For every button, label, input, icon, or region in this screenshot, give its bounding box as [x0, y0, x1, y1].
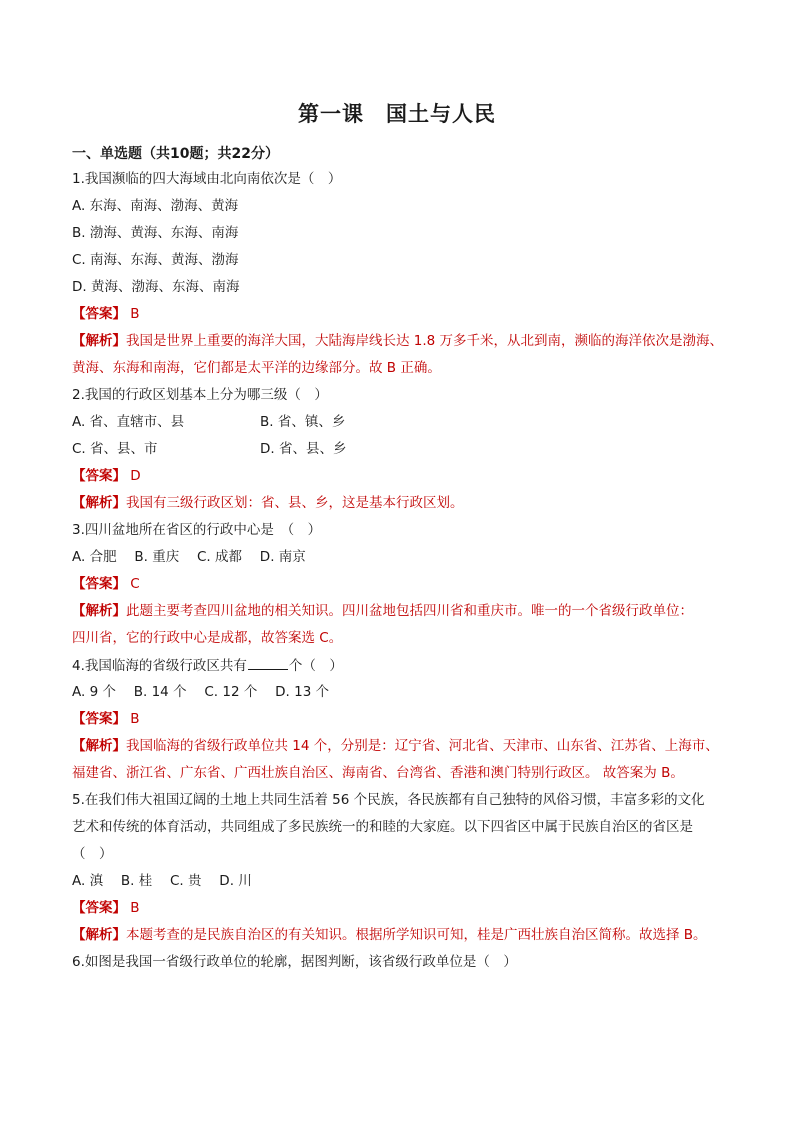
answer-tag: 【答案】 [72, 306, 126, 322]
q4-analysis-line-1 [72, 737, 732, 755]
q2-answer [72, 467, 732, 485]
q1-answer-value: B [126, 306, 140, 322]
q1-option-a: A. 东海、南海、渤海、黄海 [72, 198, 239, 214]
q1-option-b: B. 渤海、黄海、东海、南海 [72, 225, 239, 241]
q4-answer [72, 710, 732, 728]
q3-stem: 3.四川盆地所在省区的行政中心是 （ ） [72, 522, 322, 538]
q5-answer [72, 899, 732, 917]
q2-analysis-line-1 [72, 494, 732, 512]
q4-stem [72, 656, 732, 675]
q5-analysis-text-1: 本题考查的是民族自治区的有关知识。根据所学知识可知，桂是广西壮族自治区简称。故选择 B。 [126, 927, 707, 943]
q1-analysis-line-2: 黄海、东海和南海，它们都是太平洋的边缘部分。故 B 正确。 [72, 360, 441, 376]
q3-analysis-line-2: 四川省，它的行政中心是成都，故答案选 C。 [72, 630, 343, 646]
q5-analysis-line-1 [72, 926, 732, 944]
q2-option-b: B. 省、镇、乡 [260, 414, 346, 430]
q4-stem-start: 4.我国临海的省级行政区共有 [72, 658, 247, 674]
q3-answer [72, 575, 732, 593]
q1-option-c: C. 南海、东海、黄海、渤海 [72, 252, 239, 268]
q5-answer-value: B [126, 900, 140, 916]
answer-tag: 【答案】 [72, 468, 126, 484]
q2-options-row-2 [72, 440, 732, 458]
q1-answer [72, 305, 732, 323]
q3-analysis-text-1: 此题主要考查四川盆地的相关知识。四川盆地包括四川省和重庆市。唯一的一个省级行政单位： [126, 603, 693, 619]
q6-stem: 6.如图是我国一省级行政单位的轮廓，据图判断，该省级行政单位是（ ） [72, 954, 517, 970]
q2-option-d: D. 省、县、乡 [260, 441, 347, 457]
section-heading: 一、单选题（共10题；共22分） [72, 146, 279, 162]
q3-options: A. 合肥 B. 重庆 C. 成都 D. 南京 [72, 549, 306, 565]
q5-stem-line-1: 5.在我们伟大祖国辽阔的土地上共同生活着 56 个民族，各民族都有自己独特的风俗习惯，丰富多彩的文化 [72, 792, 705, 808]
q5-stem-line-2: 艺术和传统的体育活动，共同组成了多民族统一的和睦的大家庭。以下四省区中属于民族自治区的省区是 [72, 819, 693, 835]
q1-analysis-line-1 [72, 332, 732, 350]
answer-tag: 【答案】 [72, 576, 126, 592]
q3-analysis-line-1 [72, 602, 732, 620]
q4-options: A. 9 个 B. 14 个 C. 12 个 D. 13 个 [72, 684, 330, 700]
q1-option-d: D. 黄海、渤海、东海、南海 [72, 279, 240, 295]
q2-answer-value: D [126, 468, 141, 484]
analysis-tag: 【解析】 [72, 927, 126, 943]
q2-analysis-text-1: 我国有三级行政区划：省、县、乡，这是基本行政区划。 [126, 495, 464, 511]
q1-stem: 1.我国濒临的四大海域由北向南依次是（ ） [72, 171, 342, 187]
answer-tag: 【答案】 [72, 900, 126, 916]
analysis-tag: 【解析】 [72, 603, 126, 619]
q2-option-c: C. 省、县、市 [72, 441, 158, 457]
q4-analysis-text-1: 我国临海的省级行政单位共 14 个，分别是：辽宁省、河北省、天津市、山东省、江苏省、上海市、 [126, 738, 719, 754]
q3-answer-value: C [126, 576, 140, 592]
page-title: 第一课 国土与人民 [298, 101, 496, 126]
q1-analysis-text-1: 我国是世界上重要的海洋大国，大陆海岸线长达 1.8 万多千米，从北到南，濒临的海洋依次是渤海、 [126, 333, 724, 349]
q5-stem-line-3: （ ） [72, 846, 113, 862]
q2-options-row-1 [72, 413, 732, 431]
answer-tag: 【答案】 [72, 711, 126, 727]
analysis-tag: 【解析】 [72, 738, 126, 754]
q4-answer-value: B [126, 711, 140, 727]
analysis-tag: 【解析】 [72, 333, 126, 349]
q2-option-a: A. 省、直辖市、县 [72, 414, 185, 430]
q5-options: A. 滇 B. 桂 C. 贵 D. 川 [72, 873, 252, 889]
analysis-tag: 【解析】 [72, 495, 126, 511]
q4-stem-end: 个（ ） [288, 658, 343, 674]
fill-in-blank [248, 656, 288, 670]
q2-stem: 2.我国的行政区划基本上分为哪三级（ ） [72, 387, 328, 403]
q4-analysis-line-2: 福建省、浙江省、广东省、广西壮族自治区、海南省、台湾省、香港和澳门特别行政区。 故答案为 B。 [72, 765, 684, 781]
